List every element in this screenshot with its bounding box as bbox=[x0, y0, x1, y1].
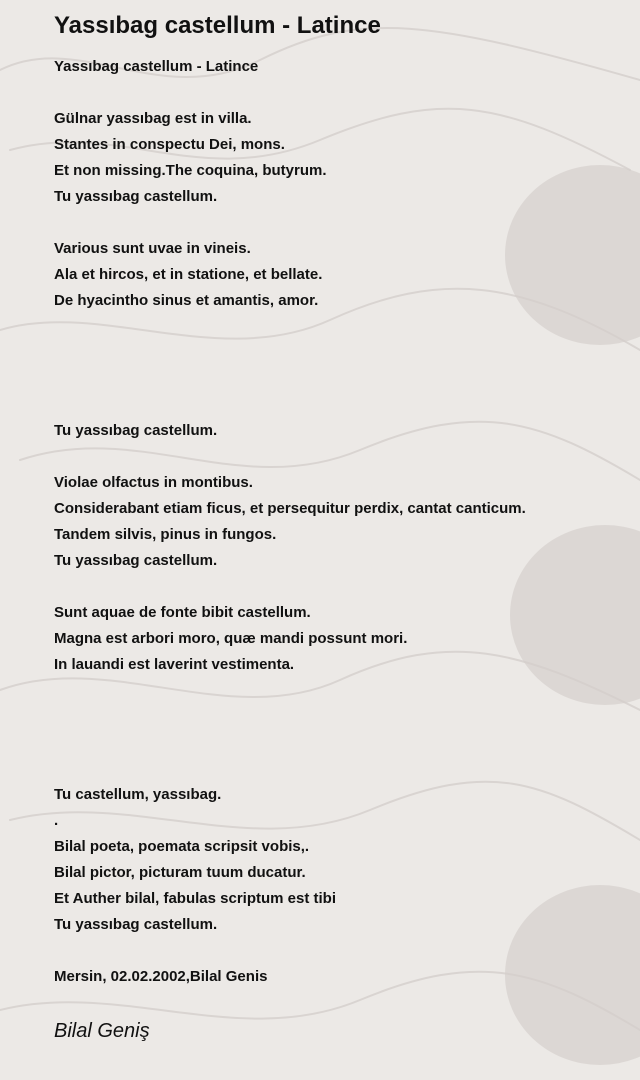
poem-line: Violae olfactus in montibus. bbox=[54, 474, 253, 491]
poem-line: De hyacintho sinus et amantis, amor. bbox=[54, 292, 319, 309]
poem-line bbox=[54, 574, 624, 600]
poem-line bbox=[54, 678, 624, 704]
poem-line: . bbox=[54, 812, 59, 829]
author-signature: Bilal Geniş bbox=[54, 1020, 150, 1042]
poem-line: Tu yassıbag castellum. bbox=[54, 916, 218, 933]
poem-line: Bilal poeta, poemata scripsit vobis,. bbox=[54, 838, 310, 855]
poem-line: Et non missing.The coquina, butyrum. bbox=[54, 162, 327, 179]
poem-line: Stantes in conspectu Dei, mons. bbox=[54, 136, 285, 153]
poem-body bbox=[54, 54, 624, 990]
poem-line bbox=[54, 730, 624, 756]
poem-line: Various sunt uvae in vineis. bbox=[54, 240, 251, 257]
poem-line bbox=[54, 80, 624, 106]
poem-line bbox=[54, 756, 624, 782]
poem-line: Tu castellum, yassıbag. bbox=[54, 786, 222, 803]
poem-line: Gülnar yassıbag est in villa. bbox=[54, 110, 252, 127]
poem-line: Tu yassıbag castellum. bbox=[54, 422, 218, 439]
poem-line bbox=[54, 366, 624, 392]
poem-line: Magna est arbori moro, quæ mandi possunt mori. bbox=[54, 630, 408, 647]
poem-line: Yassıbag castellum - Latince bbox=[54, 58, 259, 75]
poem-line: Tandem silvis, pinus in fungos. bbox=[54, 526, 277, 543]
poem-line: Considerabant etiam ficus, et persequitur perdix, cantat canticum. bbox=[54, 500, 526, 517]
poem-line: Sunt aquae de fonte bibit castellum. bbox=[54, 604, 311, 621]
poem-line bbox=[54, 444, 624, 470]
poem-line bbox=[54, 704, 624, 730]
poem-line bbox=[54, 392, 624, 418]
poem-line: In lauandi est laverint vestimenta. bbox=[54, 656, 295, 673]
poem-line bbox=[54, 340, 624, 366]
poem-line bbox=[54, 938, 624, 964]
poem-line: Bilal pictor, picturam tuum ducatur. bbox=[54, 864, 306, 881]
poem-line bbox=[54, 210, 624, 236]
poem-line: Et Auther bilal, fabulas scriptum est tibi bbox=[54, 890, 336, 907]
poem-line: Tu yassıbag castellum. bbox=[54, 552, 218, 569]
poem-line: Ala et hircos, et in statione, et bellate. bbox=[54, 266, 323, 283]
poem-line: Tu yassıbag castellum. bbox=[54, 188, 218, 205]
poem-line bbox=[54, 314, 624, 340]
poem-line: Mersin, 02.02.2002,Bilal Genis bbox=[54, 968, 268, 985]
page-title: Yassıbag castellum - Latince bbox=[54, 12, 381, 39]
